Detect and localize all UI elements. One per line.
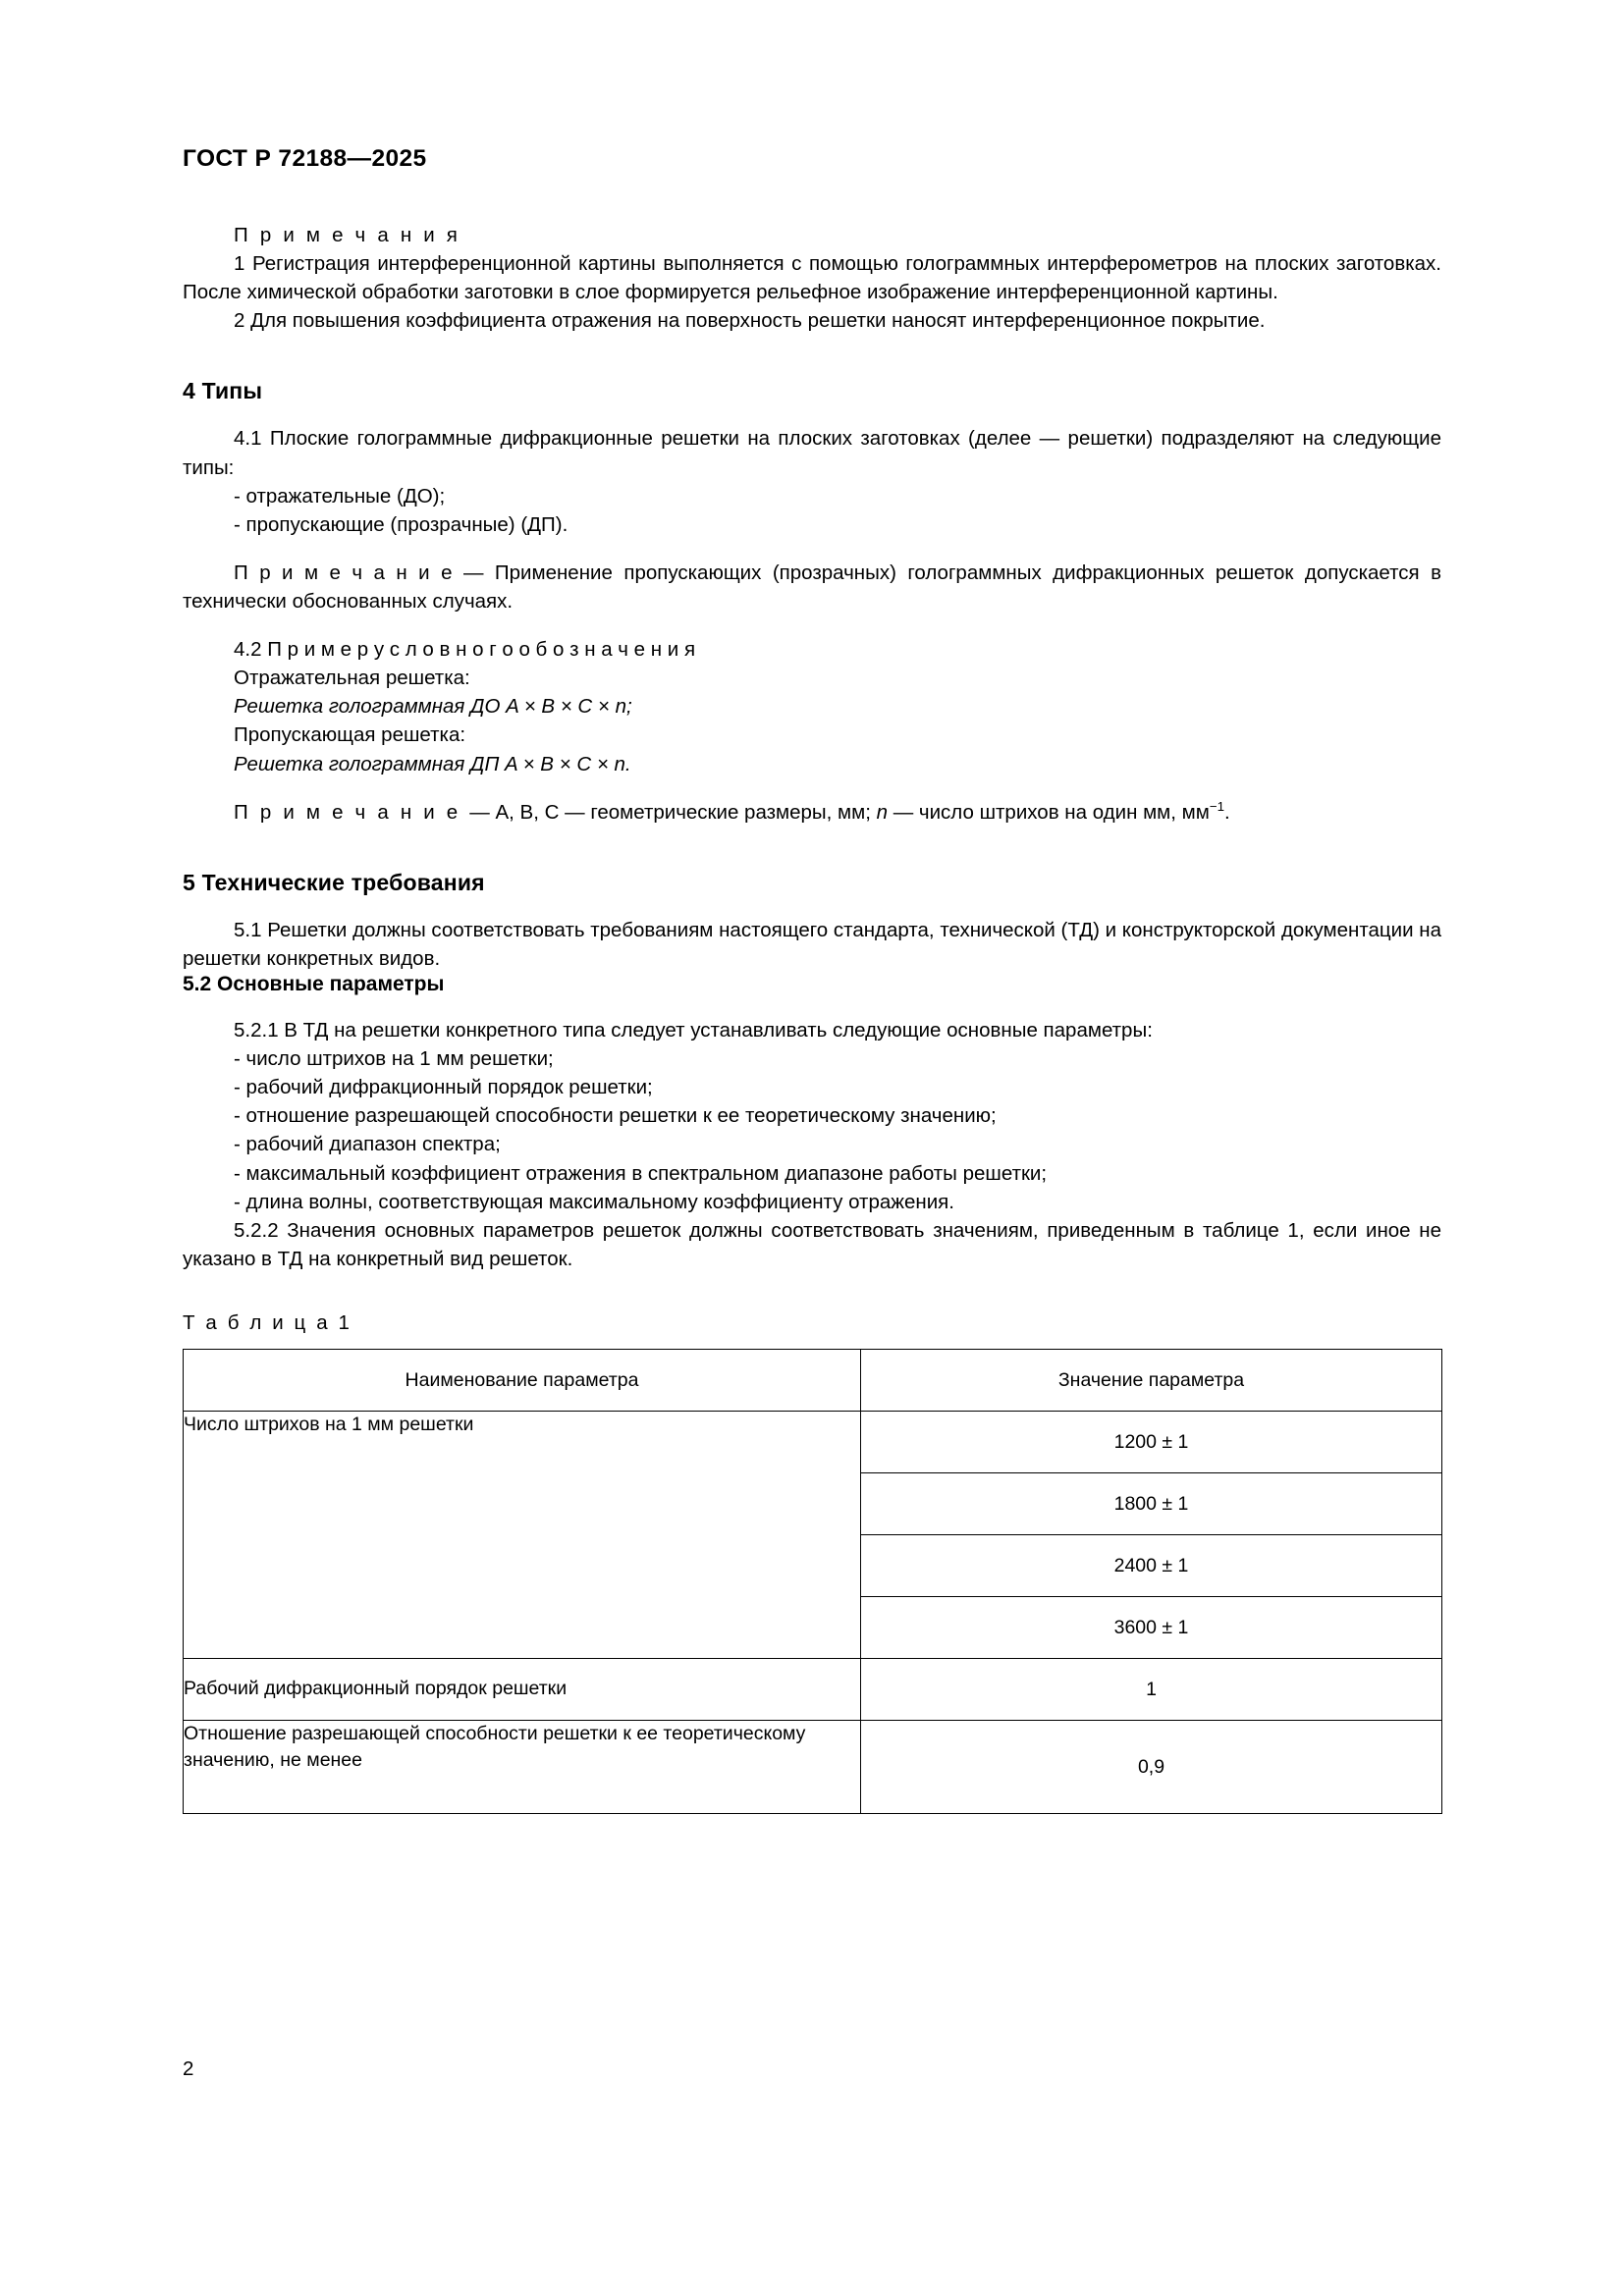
table-cell-value: 1800 ± 1: [861, 1473, 1442, 1535]
table-cell-value: 1: [861, 1659, 1442, 1721]
table-row: [184, 1721, 1442, 1814]
table-cell-name: Отношение разрешающей способности решетки к ее теоретическому значению, не менее: [184, 1721, 861, 1814]
note-2-body: — A, B, C — геометрические размеры, мм;: [469, 800, 877, 824]
table-row: [184, 1659, 1442, 1721]
table-caption: Т а б л и ц а 1: [183, 1310, 352, 1334]
section-4-heading: 4 Типы: [183, 378, 263, 404]
notes-title: П р и м е ч а н и я: [234, 224, 461, 246]
note-item-1: 1 Регистрация интерференционной картины выполняется с помощью голограммных интерферометров на плоских заготовках. После химической обработки заготовки в слое формируется рельефное изображение интерференционной картины.: [183, 252, 1441, 304]
example-line-2: Решетка голограммная ДО A × B × C × n;: [234, 695, 632, 719]
table-cell-value: 3600 ± 1: [861, 1597, 1442, 1659]
section-4-note-2: [183, 798, 1441, 827]
clause-5-2-2: 5.2.2 Значения основных параметров решеток должны соответствовать значениям, приведенным в таблице 1, если иное не указано в ТД на конкретный вид решеток.: [183, 1218, 1441, 1270]
clause-4-2-heading: 4.2 П р и м е р у с л о в н о г о о б о з н а ч е н и я: [234, 638, 696, 662]
note-item-2: 2 Для повышения коэффициента отражения на поверхность решетки наносят интерференционное покрытие.: [234, 309, 1266, 333]
param-item-3: - отношение разрешающей способности решетки к ее теоретическому значению;: [234, 1104, 997, 1128]
section-5-heading: 5 Технические требования: [183, 869, 485, 895]
section-4: [183, 378, 1441, 826]
example-line-4: Решетка голограммная ДП A × B × C × n.: [234, 752, 631, 775]
section-5: [183, 870, 1441, 1273]
clause-5-2-heading: 5.2 Основные параметры: [183, 972, 445, 995]
table-cell-name: Рабочий дифракционный порядок решетки: [184, 1659, 861, 1721]
note-2-prefix: П р и м е ч а н и е: [234, 800, 470, 824]
example-line-3: Пропускающая решетка:: [234, 723, 466, 747]
clause-5-2-1: 5.2.1 В ТД на решетки конкретного типа следует устанавливать следующие основные параметры:: [234, 1018, 1153, 1041]
page-number: 2: [183, 2057, 194, 2080]
param-item-1: - число штрихов на 1 мм решетки;: [234, 1047, 554, 1071]
clause-5-1: 5.1 Решетки должны соответствовать требованиям настоящего стандарта, технической (ТД) и конструкторской документации на решетки конкретных видов.: [183, 918, 1441, 970]
table-header-value: Значение параметра: [861, 1350, 1442, 1412]
note-2-end: .: [1224, 800, 1230, 824]
param-item-6: - длина волны, соответствующая максимальному коэффициенту отражения.: [234, 1190, 954, 1213]
table-cell-value: 1200 ± 1: [861, 1412, 1442, 1473]
parameters-table: [183, 1349, 1442, 1814]
clause-4-1: 4.1 Плоские голограммные дифракционные решетки на плоских заготовках (делее — решетки) подразделяют на следующие типы:: [183, 427, 1441, 479]
document-body: [183, 221, 1441, 1814]
notes-block: [183, 221, 1441, 335]
type-item-1: - отражательные (ДО);: [234, 484, 446, 507]
note-2-symbol: n: [876, 800, 889, 824]
table-row: [184, 1412, 1442, 1473]
table-header-name: Наименование параметра: [184, 1350, 861, 1412]
table-cell-value: 0,9: [861, 1721, 1442, 1814]
param-item-5: - максимальный коэффициент отражения в спектральном диапазоне работы решетки;: [234, 1161, 1048, 1185]
table-cell-name: Число штрихов на 1 мм решетки: [184, 1412, 861, 1659]
section-4-note: П р и м е ч а н и е — Применение пропускающих (прозрачных) голограммных дифракционных решеток допускается в технически обоснованных случаях.: [183, 561, 1441, 613]
table-cell-value: 2400 ± 1: [861, 1535, 1442, 1597]
note-2-superscript: −1: [1209, 798, 1225, 814]
table-header-row: [184, 1350, 1442, 1412]
example-line-1: Отражательная решетка:: [234, 667, 470, 690]
param-item-4: - рабочий диапазон спектра;: [234, 1133, 501, 1156]
page-title: ГОСТ Р 72188—2025: [183, 145, 427, 172]
type-item-2: - пропускающие (прозрачные) (ДП).: [234, 512, 568, 536]
note-2-tail: — число штрихов на один мм, мм: [888, 800, 1210, 824]
param-item-2: - рабочий дифракционный порядок решетки;: [234, 1076, 653, 1099]
